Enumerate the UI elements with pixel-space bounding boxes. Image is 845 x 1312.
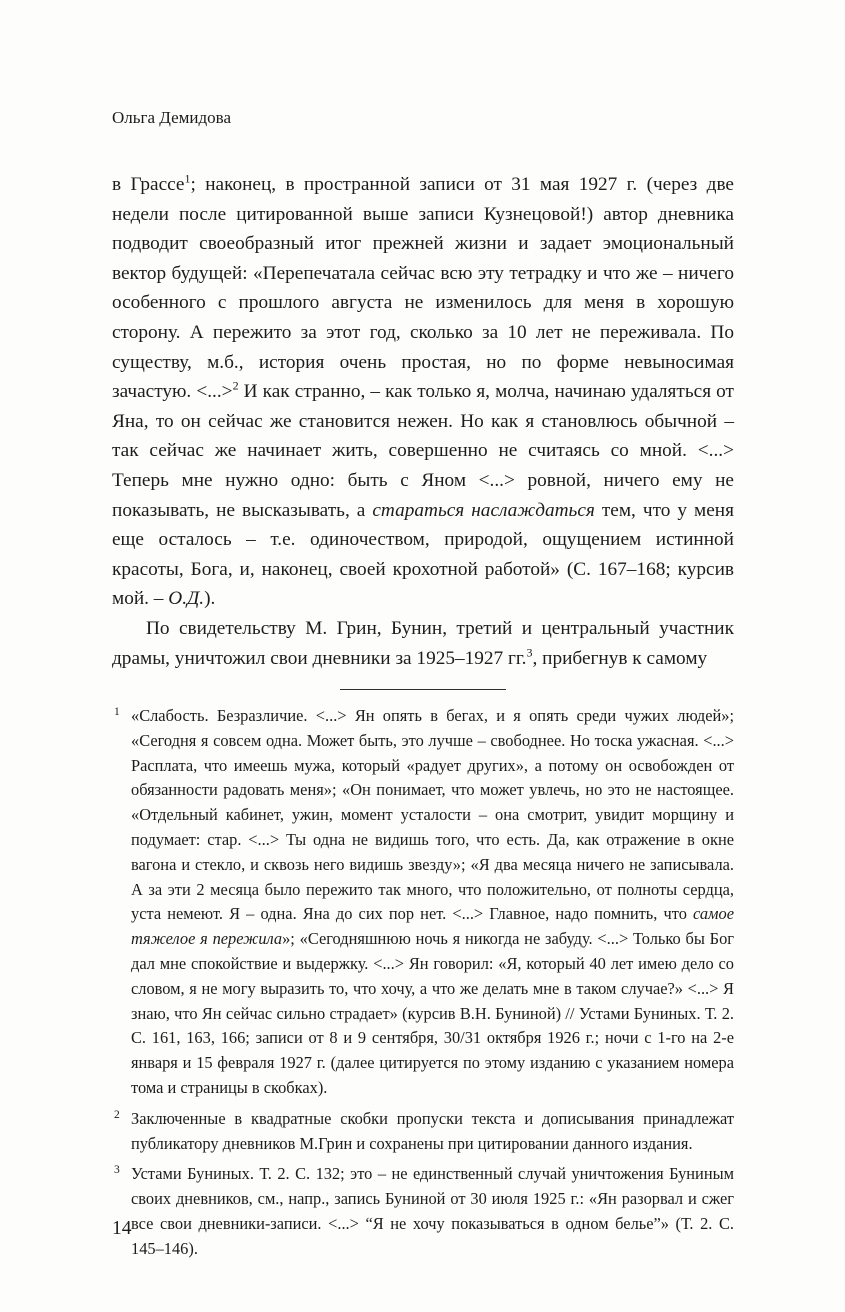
paragraph-1 bbox=[112, 170, 734, 614]
footnote-marker-2: 2 bbox=[114, 1108, 120, 1121]
footnote-ref-1: 1 bbox=[184, 171, 191, 186]
author-initials-italic: О.Д. bbox=[168, 588, 205, 610]
footnote-text: «Слабость. Безразличие. <...> Ян опять в бегах, и я опять среди чужих людей»; «Сегодня я совсем одна. Может быть, это лучше – свободнее. Но тоска ужасная. <...> Расплата, что имеешь мужа, который «радует других», а потому он освобожден от обязанности радовать меня»; «Он понимает, что может увлечь, но это не настоящее. «Отдельный кабинет, ужин, момент усталости – она смотрит, увидит морщину и подумает: стар. <...> Ты одна не видишь того, что есть. Да, как отражение в окне вагона и стекло, и сквозь него видишь звезду»; «Я два месяца ничего не записывала. А за эти 2 месяца было пережито так много, что положительно, от полноты сердца, уста немеют. Я – одна. Яна до сих пор нет. <...> Главное, надо помнить, что bbox=[131, 706, 734, 924]
paragraph-2 bbox=[112, 614, 734, 673]
footnote-separator bbox=[340, 689, 506, 690]
text-run: И как странно, – как только я, молча, начинаю удаляться от Яна, то он сейчас же становится нежен. Но как я становлюсь обычной – так сейчас же начинает жить, совершенно не считаясь со мной. <...> Теперь мне нужно одно: быть с Яном <...> ровной, ничего ему не показывать, не высказывать, а bbox=[112, 381, 734, 521]
main-text bbox=[112, 170, 734, 673]
footnote-marker-3: 3 bbox=[114, 1164, 120, 1177]
footnote-text: Устами Буниных. Т. 2. С. 132; это – не единственный случай уничтожения Буниным своих дневников, см., напр., запись Буниной от 30 июля 1925 г.: «Ян разорвал и сжег все свои дневники-записи. <...> “Я не хочу показываться в одном белье”» (Т. 2. С. 145–146). bbox=[131, 1164, 734, 1258]
text-run: в Грассе bbox=[112, 174, 185, 195]
footnote-marker-1: 1 bbox=[114, 706, 120, 719]
emphasis-text: самое тяжелое я пережила bbox=[131, 904, 734, 949]
footnote-text: »; «Сегодняшнюю ночь я никогда не забуду. <...> Только бы Бог дал мне спокойствие и выдержку. <...> Ян говорил: «Я, который 40 лет имею дело со словом, я не могу выразить то, что хочу, а что же делать мне в таком случае?» <...> Я знаю, что Ян сейчас сильно страдает» (курсив В.Н. Буниной) // Устами Буниных. Т. 2. С. 161, 163, 166; записи от 8 и 9 сентября, 30/31 октября 1926 г.; ночи с 1-го на 2-е января и 15 февраля 1927 г. (далее цитируется по этому изданию с указанием номера тома и страницы в скобках). bbox=[131, 929, 734, 1098]
text-run: , прибегнув к самому bbox=[532, 647, 708, 669]
text-run: По свидетельству М. Грин, Бунин, третий и центральный участник драмы, уничтожил свои дневники за 1925–1927 гг. bbox=[112, 617, 734, 669]
footnote-2 bbox=[112, 1107, 734, 1157]
footnote-1 bbox=[112, 704, 734, 1101]
footnote-ref-2: 2 bbox=[232, 378, 239, 393]
footnote-3 bbox=[112, 1162, 734, 1261]
footnotes-section bbox=[112, 704, 734, 1262]
page-number: 14 bbox=[112, 1218, 132, 1239]
footnote-text: Заключенные в квадратные скобки пропуски текста и дописывания принадлежат публикатору дневников М.Грин и сохранены при цитировании данного издания. bbox=[131, 1108, 734, 1153]
running-header: Ольга Демидова bbox=[112, 108, 231, 127]
footnote-ref-3: 3 bbox=[526, 645, 533, 660]
text-run: тем, что у меня еще осталось – т.е. одиночеством, природой, ощущением истинной красоты, Бога, и, наконец, своей крохотной работой» (С. 167–168; курсив мой. – bbox=[112, 499, 734, 610]
text-run: ; наконец, в пространной записи от 31 мая 1927 г. (через две недели после цитированной выше записи Кузнецовой!) автор дневника подводит своеобразный итог прежней жизни и задает эмоциональный вектор будущей: «Перепечатала сейчас всю эту тетрадку и что же – ничего особенного с прошлого августа не изменилось для меня в хорошую сторону. А пережито за этот год, сколько за 10 лет не переживала. По существу, м.б., история очень простая, но по форме невыносимая зачастую. <...> bbox=[112, 174, 734, 403]
emphasis-text: стараться наслаждаться bbox=[372, 499, 595, 521]
text-run: ). bbox=[204, 588, 216, 610]
